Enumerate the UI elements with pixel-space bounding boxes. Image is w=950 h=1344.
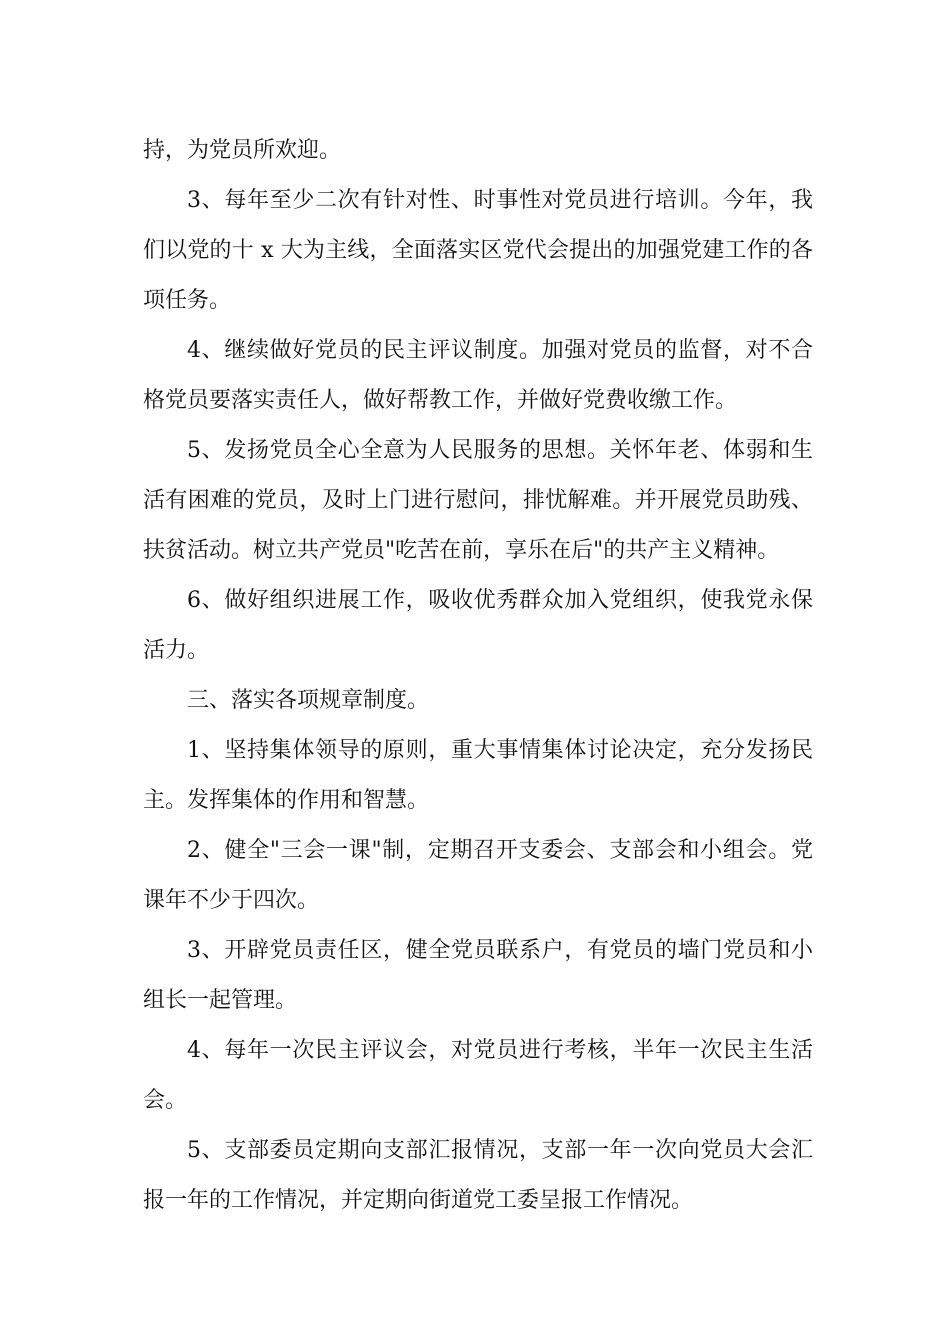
paragraph-item-3-3: 3、开辟党员责任区，健全党员联系户，有党员的墙门党员和小组长一起管理。 — [143, 938, 813, 1013]
paragraph-item-2-5: 5、发扬党员全心全意为人民服务的思想。关怀年老、体弱和生活有困难的党员，及时上门进行慰问，排忧解难。并开展党员助残、扶贫活动。树立共产党员"吃苦在前，享乐在后"的共产主义精神。 — [143, 438, 813, 563]
paragraph-item-3-4: 4、每年一次民主评议会，对党员进行考核，半年一次民主生活会。 — [143, 1038, 813, 1113]
paragraph-item-3-5: 5、支部委员定期向支部汇报情况，支部一年一次向党员大会汇报一年的工作情况，并定期向街道党工委呈报工作情况。 — [143, 1138, 813, 1213]
document-body — [143, 126, 813, 1226]
section-heading-3: 三、落实各项规章制度。 — [187, 688, 430, 713]
paragraph-item-2-6: 6、做好组织进展工作，吸收优秀群众加入党组织，使我党永保活力。 — [143, 588, 813, 663]
paragraph-item-3-1: 1、坚持集体领导的原则，重大事情集体讨论决定，充分发扬民主。发挥集体的作用和智慧。 — [143, 738, 813, 813]
paragraph-item-3-2: 2、健全"三会一课"制，定期召开支委会、支部会和小组会。党课年不少于四次。 — [143, 838, 813, 913]
paragraph-item-2-3: 3、每年至少二次有针对性、时事性对党员进行培训。今年，我们以党的十 x 大为主线，全面落实区党代会提出的加强党建工作的各项任务。 — [143, 188, 813, 313]
paragraph-continuation: 持，为党员所欢迎。 — [143, 138, 342, 163]
paragraph-item-2-4: 4、继续做好党员的民主评议制度。加强对党员的监督，对不合格党员要落实责任人，做好帮教工作，并做好党费收缴工作。 — [143, 338, 813, 413]
